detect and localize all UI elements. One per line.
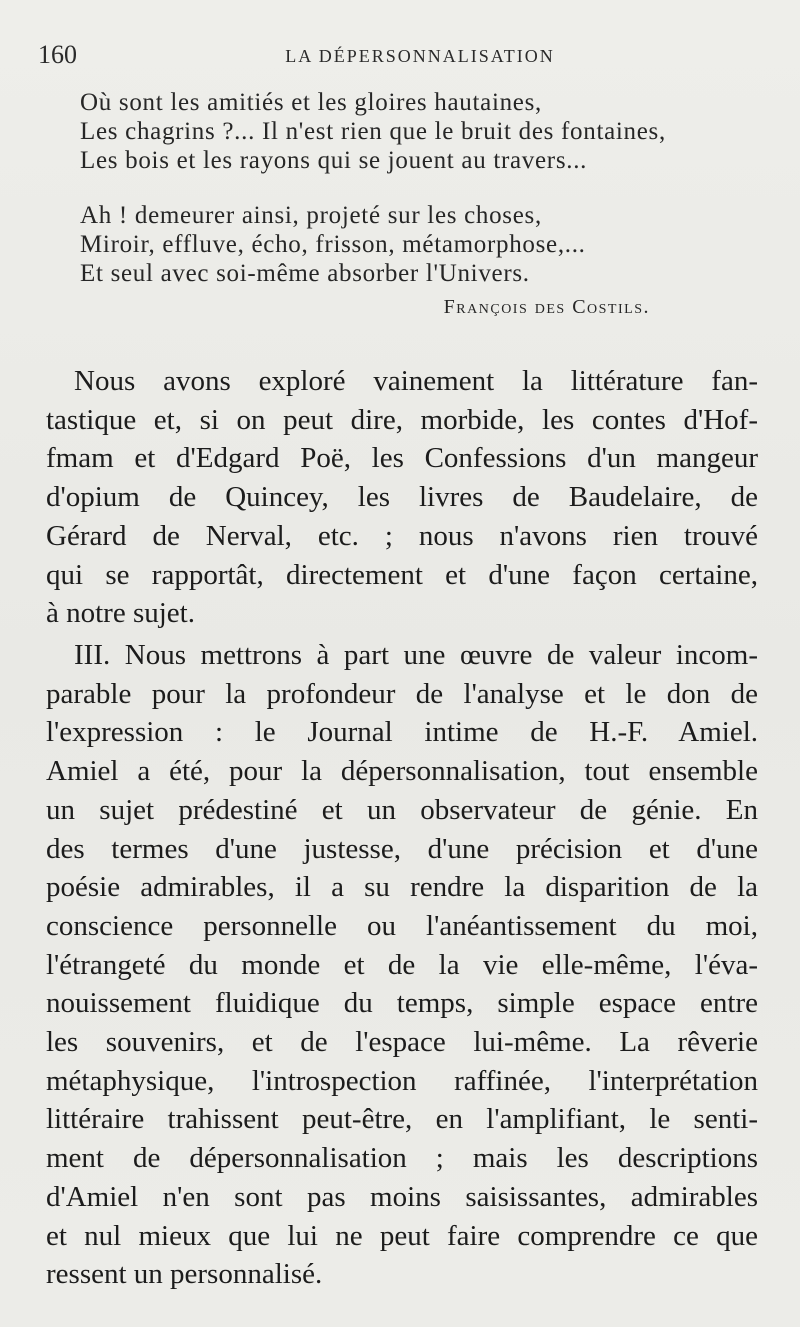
body-line: Gérard de Nerval, etc. ; nous n'avons rien trouvé [46,519,758,552]
body-line: à notre sujet. [46,597,195,630]
verse-stanza-1 [80,88,770,175]
body-line: tastique et, si on peut dire, morbide, les contes d'Hof- [46,403,758,436]
verse-line: Ah ! demeurer ainsi, projeté sur les choses, [80,202,542,229]
verse-line: Et seul avec soi-même absorber l'Univers. [80,260,530,287]
body-line: conscience personnelle ou l'anéantissement du moi, [46,909,758,942]
body-line: des termes d'une justesse, d'une précision et d'une [46,832,758,865]
body-line: poésie admirables, il a su rendre la disparition de la [46,871,758,904]
body-line: ment de dépersonnalisation ; mais les descriptions [46,1142,758,1175]
verse-line: Où sont les amitiés et les gloires hautaines, [80,89,542,116]
body-line: l'expression : le Journal intime de H.-F. Amiel. [46,716,758,749]
verse-line: Miroir, effluve, écho, frisson, métamorphose,... [80,231,586,258]
verse-line: Les bois et les rayons qui se jouent au travers... [80,147,588,174]
body-line: Amiel a été, pour la dépersonnalisation, tout ensemble [46,755,758,788]
body-line: parable pour la profondeur de l'analyse et le don de [46,677,758,710]
body-line: ressent un personnalisé. [46,1258,323,1291]
body-line: un sujet prédestiné et un observateur de génie. En [46,793,758,826]
body-line: métaphysique, l'introspection raffinée, l'interprétation [46,1064,758,1097]
body-line: d'opium de Quincey, les livres de Baudelaire, de [46,481,758,514]
body-line: nouissement fluidique du temps, simple espace entre [46,987,758,1020]
paragraph-2 [46,636,758,1294]
body-line: fmam et d'Edgard Poë, les Confessions d'un mangeur [46,442,758,475]
body-line: qui se rapportât, directement et d'une façon certaine, [46,558,758,591]
running-title: LA DÉPERSONNALISATION [285,46,555,66]
body-line: littéraire trahissent peut-être, en l'amplifiant, le senti- [46,1103,758,1136]
verse-stanza-2 [80,201,770,288]
body-line: les souvenirs, et de l'espace lui-même. La rêverie [46,1026,758,1059]
body-line: l'étrangeté du monde et de la vie elle-même, l'éva- [46,948,758,981]
verse-line: Les chagrins ?... Il n'est rien que le bruit des fontaines, [80,118,666,145]
page-header [38,40,762,74]
body-line: et nul mieux que lui ne peut faire comprendre ce que [46,1219,758,1252]
paragraph-1 [46,362,758,633]
poem-signature: François des Costils. [443,296,650,318]
body-line: III. Nous mettrons à part une œuvre de valeur incom- [74,639,758,671]
body-line: Nous avons exploré vainement la littérature fan- [74,365,758,397]
page-number: 160 [38,40,77,69]
body-line: d'Amiel n'en sont pas moins saisissantes, admirables [46,1180,758,1213]
